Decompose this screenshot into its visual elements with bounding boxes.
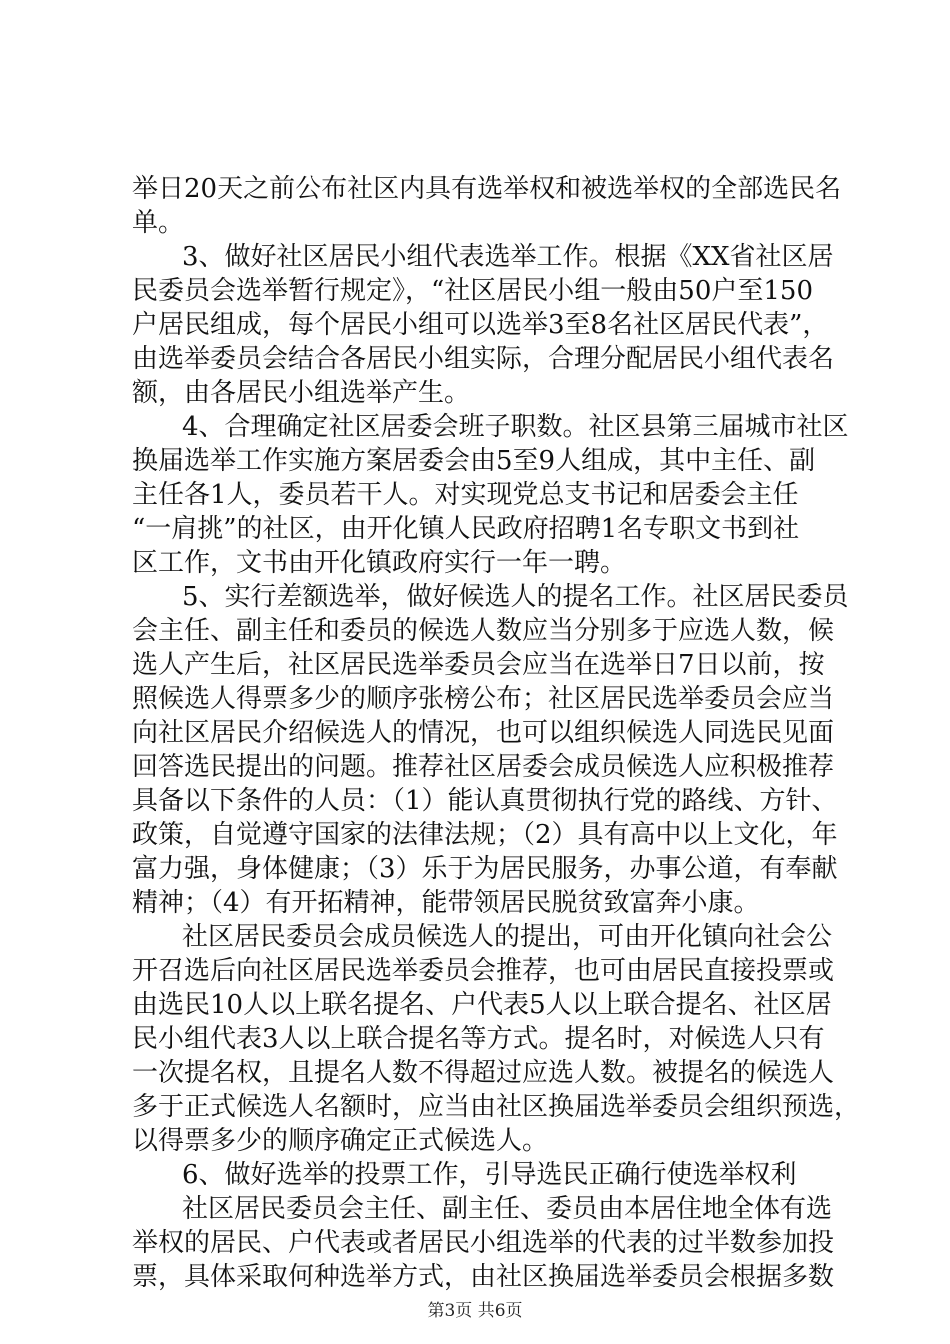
text-line: 向社区居民介绍候选人的情况，也可以组织候选人同选民见面: [132, 718, 835, 748]
text-line: 由选民10人以上联名提名、户代表5人以上联合提名、社区居: [132, 990, 832, 1020]
text-line: 换届选举工作实施方案居委会由5至9人组成，其中主任、副: [132, 446, 816, 476]
text-line: 开召选后向社区居民选举委员会推荐，也可由居民直接投票或: [132, 956, 835, 986]
text-line: 票，具体采取何种选举方式，由社区换届选举委员会根据多数: [132, 1262, 835, 1292]
paragraph-3-start: 3、做好社区居民小组代表选举工作。根据《XX省社区居: [182, 242, 834, 272]
paragraph-candidates-start: 社区居民委员会成员候选人的提出，可由开化镇向社会公: [182, 922, 833, 952]
text-line: 区工作，文书由开化镇政府实行一年一聘。: [132, 548, 627, 578]
text-line: 举权的居民、户代表或者居民小组选举的代表的过半数参加投: [132, 1228, 835, 1258]
text-line: 具备以下条件的人员：（1）能认真贯彻执行党的路线、方针、: [132, 786, 838, 816]
text-line: 会主任、副主任和委员的候选人数应当分别多于应选人数，候: [132, 616, 835, 646]
paragraph-6-heading: 6、做好选举的投票工作，引导选民正确行使选举权利: [182, 1160, 797, 1190]
text-line: 选人产生后，社区居民选举委员会应当在选举日7日以前，按: [132, 650, 825, 680]
text-line: 单。: [132, 208, 185, 238]
text-line: 民小组代表3人以上联合提名等方式。提名时，对候选人只有: [132, 1024, 825, 1054]
text-line: 以得票多少的顺序确定正式候选人。: [132, 1126, 549, 1156]
text-line: 主任各1人，委员若干人。对实现党总支书记和居委会主任: [132, 480, 799, 510]
paragraph-4-start: 4、合理确定社区居委会班子职数。社区县第三届城市社区: [182, 412, 849, 442]
page-number-footer: 第3页 共6页: [427, 1301, 523, 1321]
text-line: 富力强，身体健康；（3）乐于为居民服务，办事公道，有奉献: [132, 854, 838, 884]
text-line: 户居民组成，每个居民小组可以选举3至8名社区居民代表”，: [132, 310, 829, 340]
text-line: 精神；（4）有开拓精神，能带领居民脱贫致富奔小康。: [132, 888, 760, 918]
text-line: “一肩挑”的社区，由开化镇人民政府招聘1名专职文书到社: [132, 514, 800, 544]
paragraph-6-start: 社区居民委员会主任、副主任、委员由本居住地全体有选: [182, 1194, 833, 1224]
text-line: 照候选人得票多少的顺序张榜公布；社区居民选举委员会应当: [132, 684, 835, 714]
text-line: 额，由各居民小组选举产生。: [132, 378, 471, 408]
text-line: 民委员会选举暂行规定》，“社区居民小组一般由50户至150: [132, 276, 814, 306]
text-line: 政策，自觉遵守国家的法律法规；（2）具有高中以上文化，年: [132, 820, 838, 850]
text-line: 举日20天之前公布社区内具有选举权和被选举权的全部选民名: [132, 174, 842, 204]
paragraph-5-start: 5、实行差额选举，做好候选人的提名工作。社区居民委员: [182, 582, 849, 612]
text-line: 回答选民提出的问题。推荐社区居委会成员候选人应积极推荐: [132, 752, 835, 782]
text-line: 由选举委员会结合各居民小组实际，合理分配居民小组代表名: [132, 344, 835, 374]
text-line: 一次提名权，且提名人数不得超过应选人数。被提名的候选人: [132, 1058, 835, 1088]
text-line: 多于正式候选人名额时，应当由社区换届选举委员会组织预选，: [132, 1092, 861, 1122]
